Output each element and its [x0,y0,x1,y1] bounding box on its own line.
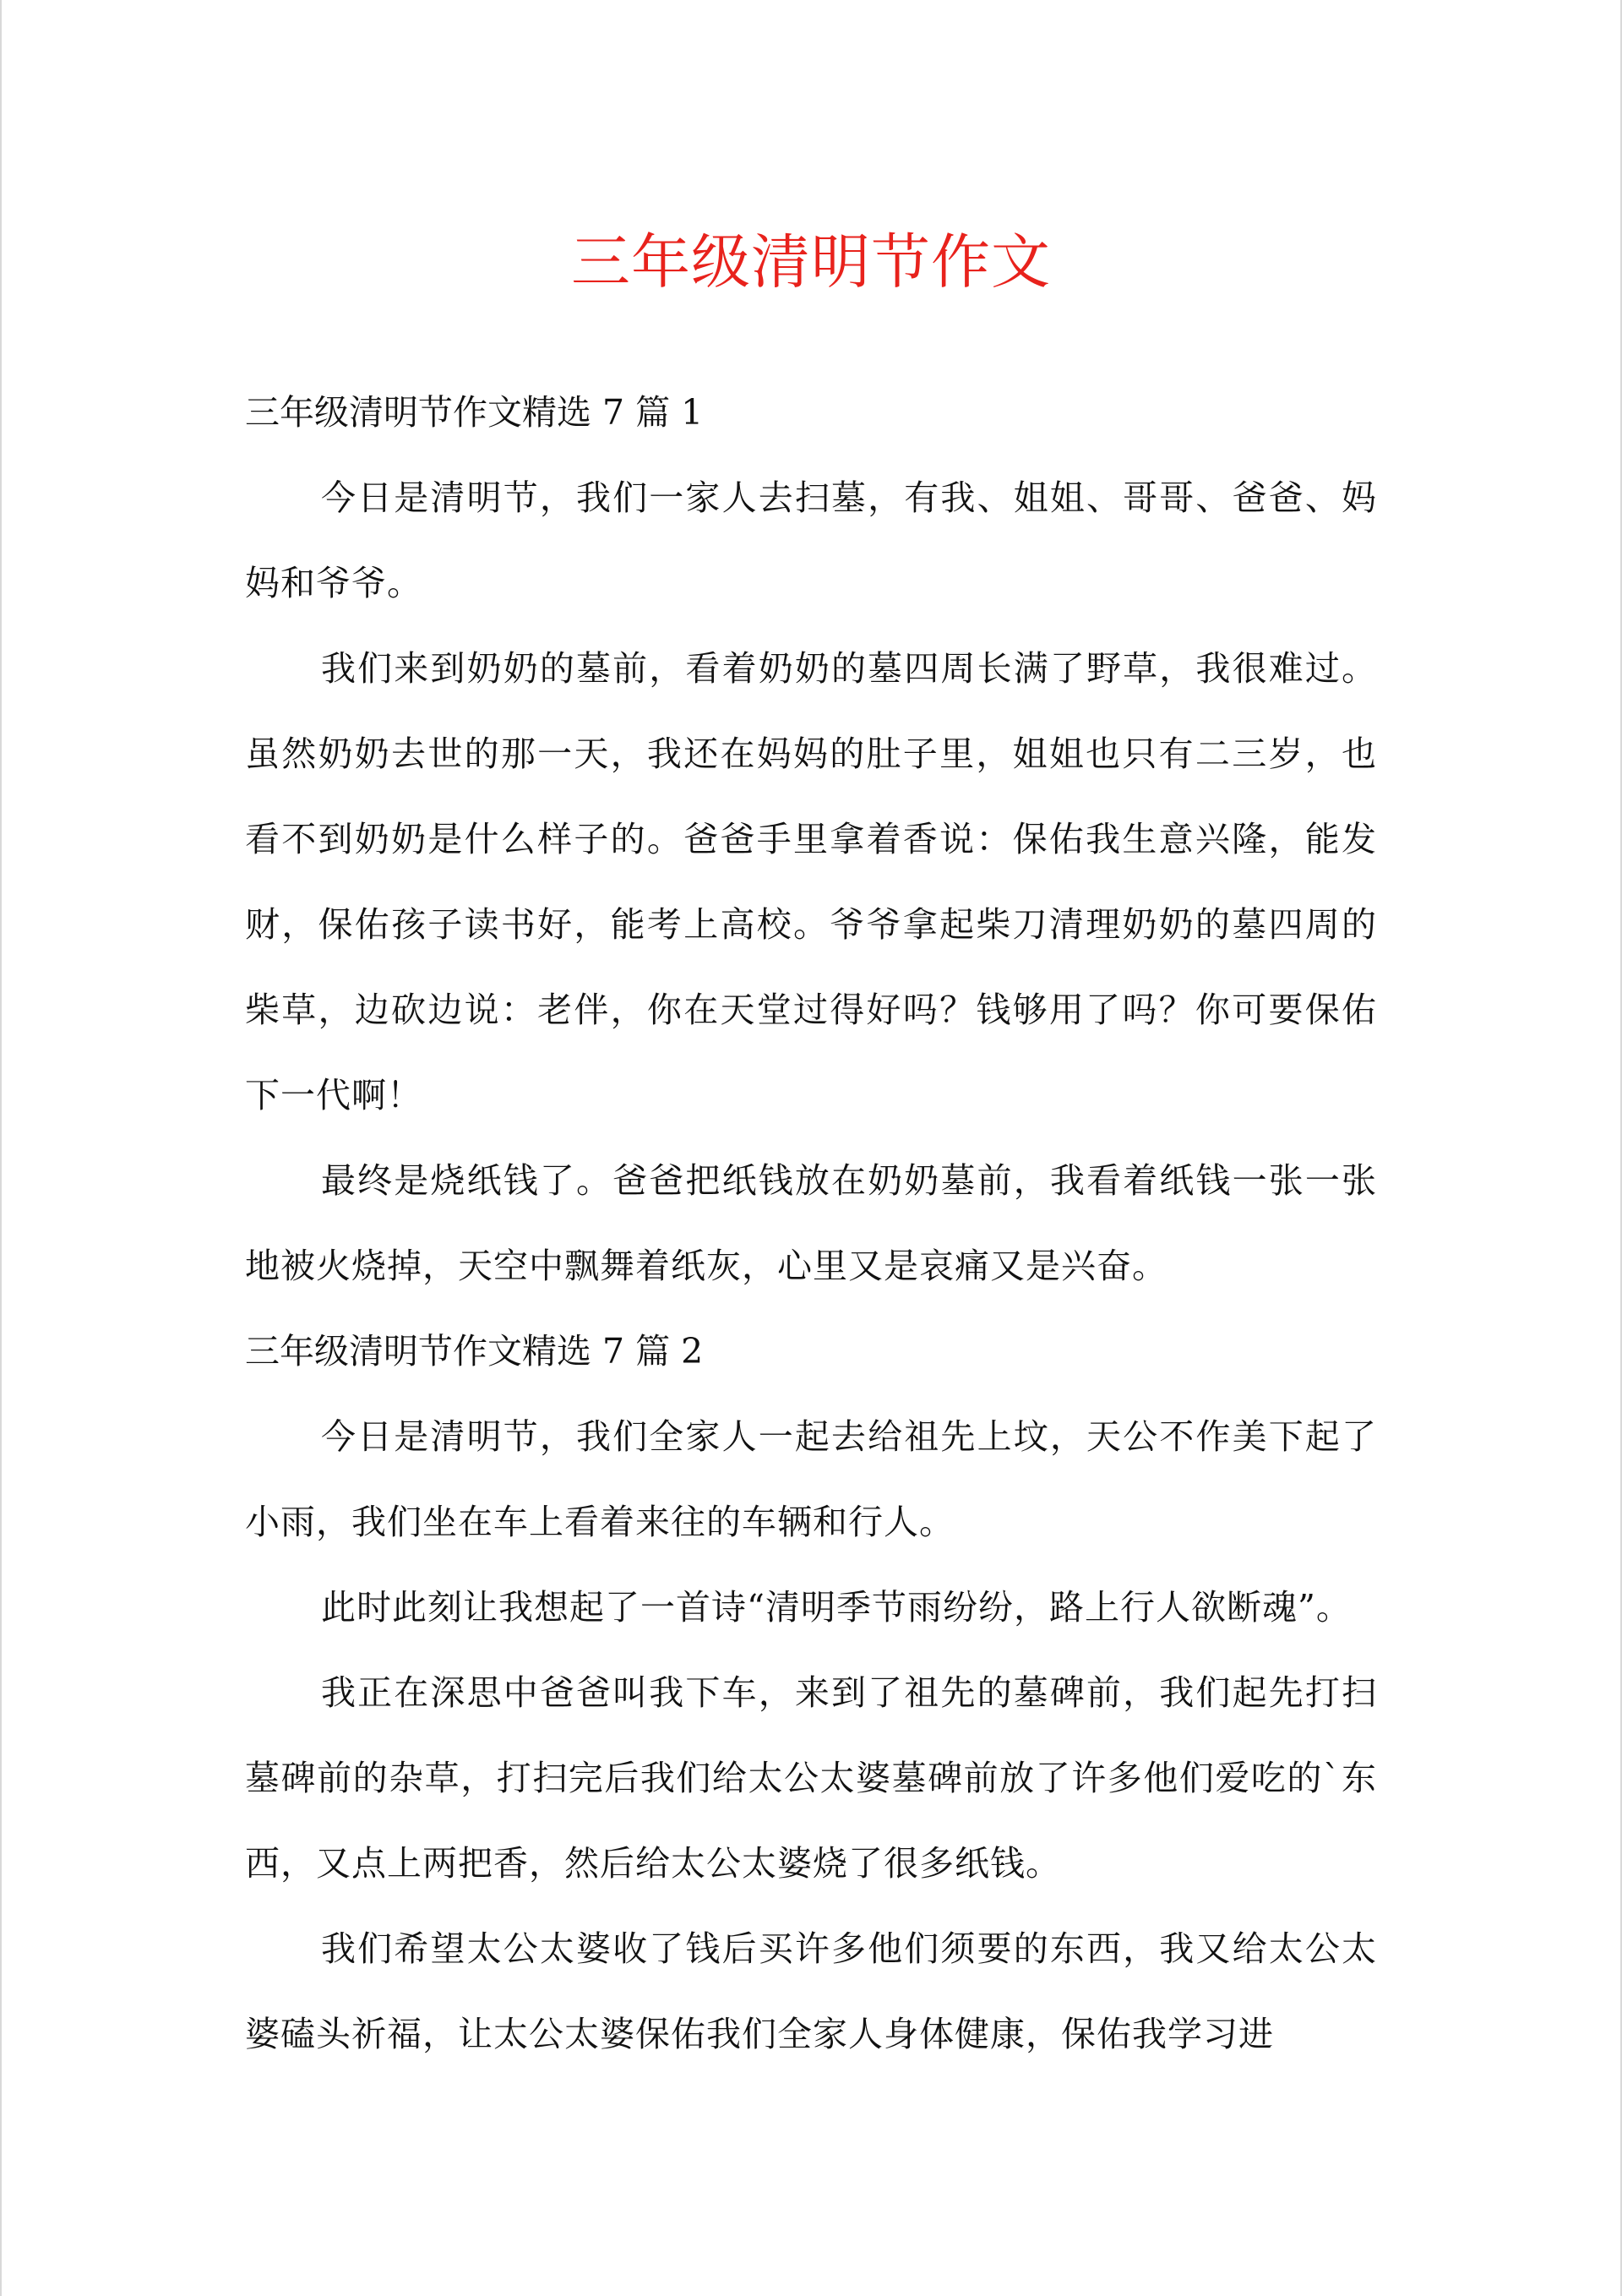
paragraph: 我们来到奶奶的墓前，看着奶奶的墓四周长满了野草，我很难过。虽然奶奶去世的那一天，我还在妈妈的肚子里，姐姐也只有二三岁，也看不到奶奶是什么样子的。爸爸手里拿着香说：保佑我生意兴隆，能发财，保佑孩子读书好，能考上高校。爷爷拿起柴刀清理奶奶的墓四周的柴草，边砍边说：老伴，你在天堂过得好吗？钱够用了吗？你可要保佑下一代啊！ [245,648,1377,1115]
paragraph: 我正在深思中爸爸叫我下车，来到了祖先的墓碑前，我们起先打扫墓碑前的杂草，打扫完后我们给太公太婆墓碑前放了许多他们爱吃的`东西，又点上两把香，然后给太公太婆烧了很多纸钱。 [245,1672,1377,1884]
paragraph: 今日是清明节，我们全家人一起去给祖先上坟，天公不作美下起了小雨，我们坐在车上看着来往的车辆和行人。 [245,1416,1377,1542]
section-heading-2: 三年级清明节作文精选 7 篇 2 [245,1331,704,1372]
page-border-left [0,0,2,2296]
paragraph: 最终是烧纸钱了。爸爸把纸钱放在奶奶墓前，我看着纸钱一张一张地被火烧掉，天空中飘舞着纸灰，心里又是哀痛又是兴奋。 [245,1160,1377,1286]
paragraph: 我们希望太公太婆收了钱后买许多他们须要的东西，我又给太公太婆磕头祈福，让太公太婆保佑我们全家人身体健康，保佑我学习进 [245,1928,1377,2054]
paragraph: 今日是清明节，我们一家人去扫墓，有我、姐姐、哥哥、爸爸、妈妈和爷爷。 [245,477,1377,603]
section-heading-1: 三年级清明节作文精选 7 篇 1 [245,392,704,433]
document-body [245,370,1377,2077]
document-title: 三年级清明节作文 [571,227,1051,297]
paragraph: 此时此刻让我想起了一首诗“清明季节雨纷纷，路上行人欲断魂”。 [321,1587,1352,1628]
